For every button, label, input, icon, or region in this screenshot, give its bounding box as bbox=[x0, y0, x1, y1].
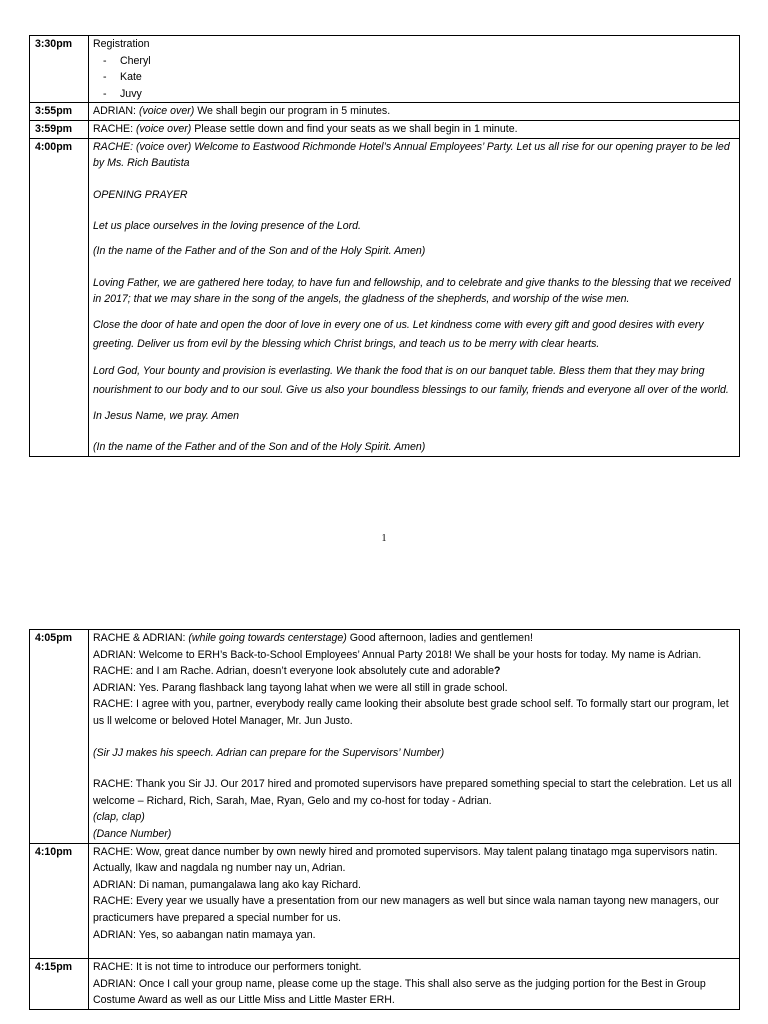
program-row bbox=[30, 120, 740, 138]
stage-note: (voice over) bbox=[138, 105, 195, 118]
speaker: RACHE & ADRIAN: bbox=[93, 632, 186, 644]
section-heading: OPENING PRAYER bbox=[93, 188, 188, 201]
prayer-paragraph: Let us place ourselves in the loving presence of the Lord. bbox=[93, 220, 361, 233]
script-line: ADRIAN: Welcome to ERH’s Back-to-School Employees’ Annual Party 2018! We shall be your hosts for today. My name is Adrian. bbox=[93, 648, 702, 661]
time-cell: 4:05pm bbox=[30, 630, 89, 844]
program-row bbox=[30, 138, 740, 456]
registration-name: - Kate bbox=[103, 71, 142, 84]
stage-note: (while going towards centerstage) bbox=[188, 632, 347, 644]
program-row bbox=[30, 630, 740, 844]
speaker: RACHE: bbox=[93, 122, 134, 135]
registration-name: - Cheryl bbox=[103, 54, 151, 67]
time-cell: 3:55pm bbox=[30, 103, 89, 121]
script-line: RACHE: It is not time to introduce our performers tonight. bbox=[93, 961, 362, 974]
content-cell bbox=[89, 959, 740, 1010]
script-line: ADRIAN: Once I call your group name, please come up the stage. This shall also serve as the judging portion for the Best in Group Costume Award as well as our Little Miss and Little Master ERH. bbox=[93, 977, 706, 1007]
speaker: ADRIAN: bbox=[93, 105, 136, 118]
program-row bbox=[30, 36, 740, 103]
content-cell bbox=[89, 120, 740, 138]
script-line: RACHE: and I am Rache. Adrian, doesn’t everyone look absolutely cute and adorable? bbox=[93, 665, 501, 678]
welcome-line: RACHE: (voice over) Welcome to Eastwood Richmonde Hotel’s Annual Employees’ Party. Let us all rise for our opening prayer to be led by Ms. Rich Bautista bbox=[93, 140, 730, 170]
script-line: RACHE & ADRIAN: (while going towards centerstage) Good afternoon, ladies and gentlemen! bbox=[93, 632, 533, 644]
script-line: RACHE: Thank you Sir JJ. Our 2017 hired and promoted supervisors have prepared something special to start the celebration. Let us all welcome – Richard, Rich, Sarah, Mae, Ryan, Gelo and my co-host for today - Adrian. bbox=[93, 778, 732, 807]
time-cell: 4:00pm bbox=[30, 138, 89, 456]
prayer-paragraph: (In the name of the Father and of the Son and of the Holy Spirit. Amen) bbox=[93, 244, 426, 257]
script-line: RACHE: I agree with you, partner, everybody really came looking their absolute best grade school self. To formally start our program, let us ll welcome or beloved Hotel Manager, Mr. Jun Justo. bbox=[93, 698, 729, 727]
program-row bbox=[30, 103, 740, 121]
registration-title: Registration bbox=[93, 38, 150, 50]
prayer-paragraph: In Jesus Name, we pray. Amen bbox=[93, 409, 240, 422]
script-line: We shall begin our program in 5 minutes. bbox=[197, 105, 391, 118]
content-cell bbox=[89, 630, 740, 844]
program-table-page-2 bbox=[29, 629, 740, 1010]
content-cell bbox=[89, 36, 740, 103]
page-number: 1 bbox=[381, 533, 387, 544]
time-cell: 4:15pm bbox=[30, 959, 89, 1010]
script-line: RACHE: Wow, great dance number by own newly hired and promoted supervisors. May talent palang tinatago mga supervisors natin. Actually, Ikaw and nagdala ng number nay un, Adrian. bbox=[93, 845, 718, 875]
stage-note: (clap, clap) bbox=[93, 811, 145, 824]
prayer-paragraph: Close the door of hate and open the door of love in every one of us. Let kindness come with every gift and good desires with every greeting. Deliver us from evil by the blessing which Christ brings, and teach us to be merry with clear hearts. bbox=[93, 318, 704, 350]
stage-note: (Sir JJ makes his speech. Adrian can prepare for the Supervisors’ Number) bbox=[93, 746, 445, 759]
registration-name: - Juvy bbox=[103, 87, 142, 100]
prayer-paragraph: Loving Father, we are gathered here today, to have fun and fellowship, and to celebrate and give thanks to the blessing that we received in 2017; that we may share in the song of the angels, the gladness of the shepherds, and worship of the wise men. bbox=[93, 276, 731, 306]
program-row bbox=[30, 843, 740, 959]
stage-note: (voice over) bbox=[135, 122, 192, 135]
stage-note: (Dance Number) bbox=[93, 827, 172, 840]
script-line: RACHE: Every year we usually have a presentation from our new managers as well but since wala naman tayong new managers, our practicumers have prepared a special number for us. bbox=[93, 895, 719, 924]
content-cell bbox=[89, 103, 740, 121]
time-cell: 3:59pm bbox=[30, 120, 89, 138]
script-line: ADRIAN: Yes. Parang flashback lang tayong lahat when we were all still in grade school. bbox=[93, 681, 508, 694]
script-line: ADRIAN: Di naman, pumangalawa lang ako kay Richard. bbox=[93, 878, 361, 891]
program-table-page-1 bbox=[29, 35, 740, 457]
content-cell bbox=[89, 138, 740, 456]
program-row bbox=[30, 959, 740, 1010]
time-cell: 4:10pm bbox=[30, 843, 89, 959]
prayer-paragraph: (In the name of the Father and of the Son and of the Holy Spirit. Amen) bbox=[93, 441, 426, 454]
prayer-paragraph: Lord God, Your bounty and provision is everlasting. We thank the food that is on our banquet table. Bless them that they may bring nourishment to our body and to our soul. Give us also your boundless blessings to our family, friends and everyone all over of the world. bbox=[93, 364, 729, 396]
time-cell: 3:30pm bbox=[30, 36, 89, 103]
content-cell bbox=[89, 843, 740, 959]
script-line: Please settle down and find your seats as we shall begin in 1 minute. bbox=[194, 122, 518, 135]
script-line: ADRIAN: Yes, so aabangan natin mamaya yan. bbox=[93, 928, 316, 941]
